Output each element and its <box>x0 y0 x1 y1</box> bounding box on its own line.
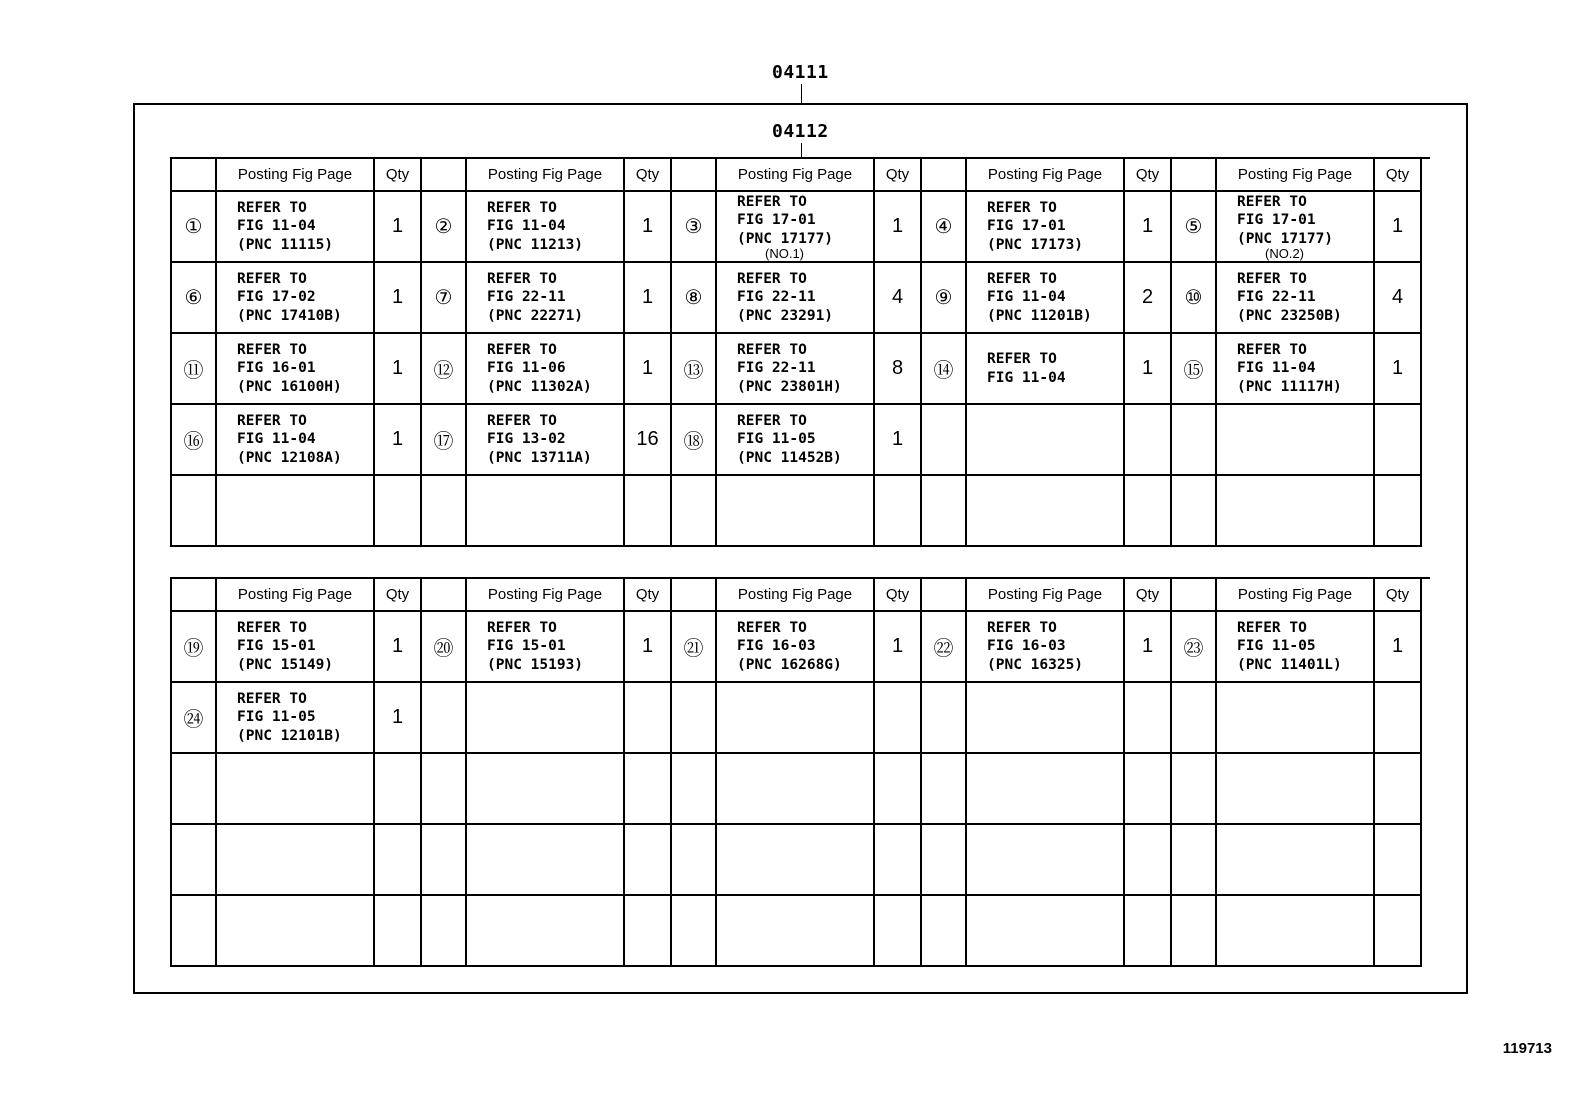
quantity-cell: 1 <box>375 263 422 334</box>
reference-text <box>237 690 342 746</box>
reference-line: (PNC 17173) <box>987 236 1084 253</box>
quantity-cell <box>375 754 422 825</box>
posting-reference-cell <box>467 192 625 263</box>
item-number: ⑫ <box>422 334 467 405</box>
quantity-cell <box>1375 896 1422 967</box>
quantity-cell: 1 <box>375 612 422 683</box>
reference-line: REFER TO <box>237 341 307 358</box>
reference-note: (NO.1) <box>765 246 804 262</box>
posting-reference-cell <box>467 405 625 476</box>
posting-reference-cell <box>967 263 1125 334</box>
quantity-cell <box>625 683 672 754</box>
posting-reference-cell <box>467 825 625 896</box>
posting-reference-cell <box>1217 896 1375 967</box>
quantity-cell: 2 <box>1125 263 1172 334</box>
header-posting-fig-page: Posting Fig Page <box>717 159 875 192</box>
reference-line: REFER TO <box>1237 341 1307 358</box>
posting-reference-cell <box>717 754 875 825</box>
quantity-cell <box>1125 405 1172 476</box>
reference-line: FIG 11-05 <box>737 431 816 448</box>
header-number-cell <box>422 159 467 192</box>
reference-line: (PNC 23291) <box>737 307 834 324</box>
quantity-cell: 1 <box>875 405 922 476</box>
reference-line: (PNC 23250B) <box>1237 307 1342 324</box>
header-posting-fig-page: Posting Fig Page <box>217 579 375 612</box>
item-number <box>922 476 967 547</box>
reference-text <box>987 350 1066 387</box>
quantity-cell <box>1125 683 1172 754</box>
reference-line: (PNC 11201B) <box>987 307 1092 324</box>
quantity-cell <box>875 896 922 967</box>
reference-line: FIG 15-01 <box>237 638 316 655</box>
item-number: ⑨ <box>922 263 967 334</box>
reference-line: (PNC 11117H) <box>1237 378 1342 395</box>
item-number <box>922 683 967 754</box>
reference-text <box>737 270 833 326</box>
quantity-cell <box>875 683 922 754</box>
item-number: ㉒ <box>922 612 967 683</box>
reference-line: FIG 17-02 <box>237 289 316 306</box>
reference-line: (PNC 15149) <box>237 656 334 673</box>
item-number <box>1172 754 1217 825</box>
header-qty: Qty <box>625 159 672 192</box>
item-number <box>172 825 217 896</box>
header-posting-fig-page: Posting Fig Page <box>217 159 375 192</box>
item-number <box>922 405 967 476</box>
item-number <box>922 896 967 967</box>
item-number: ㉑ <box>672 612 717 683</box>
quantity-cell <box>1125 754 1172 825</box>
reference-line: REFER TO <box>487 341 557 358</box>
posting-reference-cell <box>217 612 375 683</box>
quantity-cell: 1 <box>375 192 422 263</box>
posting-reference-cell <box>217 334 375 405</box>
item-number: ㉓ <box>1172 612 1217 683</box>
quantity-cell: 1 <box>625 263 672 334</box>
quantity-cell <box>1375 754 1422 825</box>
item-number <box>672 825 717 896</box>
reference-text <box>737 619 842 675</box>
subassembly-code-label: 04112 <box>772 121 829 142</box>
reference-line: (PNC 17177) <box>737 230 834 247</box>
item-number: ① <box>172 192 217 263</box>
posting-reference-cell <box>217 896 375 967</box>
reference-line: (PNC 11213) <box>487 236 584 253</box>
header-number-cell <box>1172 159 1217 192</box>
item-number: ⑲ <box>172 612 217 683</box>
reference-line: FIG 11-04 <box>987 369 1066 386</box>
item-number <box>422 683 467 754</box>
quantity-cell <box>1125 476 1172 547</box>
item-number <box>1172 825 1217 896</box>
posting-reference-cell <box>967 754 1125 825</box>
reference-line: REFER TO <box>737 412 807 429</box>
item-number <box>422 896 467 967</box>
item-number: ⑦ <box>422 263 467 334</box>
reference-line: REFER TO <box>1237 193 1307 210</box>
reference-line: (PNC 13711A) <box>487 449 592 466</box>
reference-text <box>487 619 583 675</box>
item-number <box>172 754 217 825</box>
posting-reference-cell <box>1217 825 1375 896</box>
posting-reference-cell <box>467 896 625 967</box>
posting-reference-cell <box>717 476 875 547</box>
posting-reference-cell <box>467 334 625 405</box>
posting-reference-cell <box>967 192 1125 263</box>
item-number: ⑪ <box>172 334 217 405</box>
reference-text <box>737 341 842 397</box>
reference-line: FIG 16-01 <box>237 360 316 377</box>
quantity-cell <box>625 476 672 547</box>
reference-line: REFER TO <box>237 199 307 216</box>
quantity-cell <box>875 825 922 896</box>
reference-line: FIG 15-01 <box>487 638 566 655</box>
posting-reference-cell <box>717 405 875 476</box>
posting-reference-cell <box>467 683 625 754</box>
header-number-cell <box>172 159 217 192</box>
item-number <box>172 896 217 967</box>
reference-line: (PNC 16100H) <box>237 378 342 395</box>
item-number <box>172 476 217 547</box>
reference-line: REFER TO <box>487 270 557 287</box>
item-number: ⑧ <box>672 263 717 334</box>
posting-reference-cell <box>967 825 1125 896</box>
reference-text <box>737 193 833 261</box>
posting-reference-cell <box>1217 754 1375 825</box>
item-number <box>422 754 467 825</box>
reference-line: FIG 17-01 <box>987 218 1066 235</box>
header-qty: Qty <box>875 159 922 192</box>
item-number: ⑮ <box>1172 334 1217 405</box>
reference-line: FIG 11-05 <box>1237 638 1316 655</box>
quantity-cell <box>1375 405 1422 476</box>
reference-line: (PNC 22271) <box>487 307 584 324</box>
reference-line: REFER TO <box>237 412 307 429</box>
item-number <box>422 825 467 896</box>
reference-line: FIG 11-05 <box>237 709 316 726</box>
posting-reference-cell <box>967 405 1125 476</box>
header-number-cell <box>922 579 967 612</box>
reference-text <box>1237 193 1333 261</box>
item-number <box>672 683 717 754</box>
reference-line: FIG 22-11 <box>487 289 566 306</box>
reference-line: REFER TO <box>987 351 1057 367</box>
reference-line: (PNC 17177) <box>1237 230 1334 247</box>
item-number <box>1172 683 1217 754</box>
reference-line: REFER TO <box>987 619 1057 636</box>
reference-text <box>487 341 592 397</box>
reference-line: REFER TO <box>487 619 557 636</box>
item-number: ⑱ <box>672 405 717 476</box>
header-qty: Qty <box>375 159 422 192</box>
item-number: ⑭ <box>922 334 967 405</box>
header-posting-fig-page: Posting Fig Page <box>1217 579 1375 612</box>
reference-text <box>237 412 342 468</box>
posting-reference-cell <box>217 476 375 547</box>
header-qty: Qty <box>1125 579 1172 612</box>
quantity-cell: 1 <box>625 192 672 263</box>
quantity-cell: 1 <box>875 192 922 263</box>
quantity-cell <box>875 476 922 547</box>
reference-line: (PNC 11115) <box>237 236 334 253</box>
reference-line: FIG 11-04 <box>237 218 316 235</box>
item-number <box>672 754 717 825</box>
posting-reference-cell <box>217 754 375 825</box>
quantity-cell: 4 <box>1375 263 1422 334</box>
posting-reference-cell <box>717 334 875 405</box>
posting-reference-cell <box>217 263 375 334</box>
posting-table-upper <box>170 157 1430 547</box>
quantity-cell <box>1375 476 1422 547</box>
reference-line: (PNC 17410B) <box>237 307 342 324</box>
reference-line: REFER TO <box>237 270 307 287</box>
quantity-cell: 1 <box>375 683 422 754</box>
quantity-cell <box>625 754 672 825</box>
reference-line: FIG 13-02 <box>487 431 566 448</box>
posting-reference-cell <box>217 192 375 263</box>
posting-reference-cell <box>717 263 875 334</box>
quantity-cell: 1 <box>1125 612 1172 683</box>
reference-text <box>237 341 342 397</box>
quantity-cell: 1 <box>375 334 422 405</box>
header-number-cell <box>672 159 717 192</box>
reference-line: FIG 11-04 <box>1237 360 1316 377</box>
header-qty: Qty <box>1375 579 1422 612</box>
reference-text <box>987 619 1083 675</box>
posting-reference-cell <box>717 683 875 754</box>
reference-line: REFER TO <box>237 619 307 636</box>
header-posting-fig-page: Posting Fig Page <box>467 159 625 192</box>
posting-reference-cell <box>967 896 1125 967</box>
header-number-cell <box>172 579 217 612</box>
item-number: ② <box>422 192 467 263</box>
quantity-cell: 1 <box>1375 612 1422 683</box>
posting-reference-cell <box>967 612 1125 683</box>
reference-text <box>487 199 583 255</box>
assembly-code-label: 04111 <box>772 62 829 83</box>
posting-reference-cell <box>1217 476 1375 547</box>
reference-text <box>987 199 1083 255</box>
posting-reference-cell <box>217 405 375 476</box>
quantity-cell <box>375 896 422 967</box>
quantity-cell: 1 <box>625 612 672 683</box>
header-qty: Qty <box>1125 159 1172 192</box>
quantity-cell: 1 <box>875 612 922 683</box>
reference-line: (PNC 23801H) <box>737 378 842 395</box>
item-number <box>672 896 717 967</box>
header-number-cell <box>1172 579 1217 612</box>
header-posting-fig-page: Posting Fig Page <box>1217 159 1375 192</box>
posting-table-lower <box>170 577 1430 967</box>
header-number-cell <box>672 579 717 612</box>
reference-line: FIG 17-01 <box>1237 212 1316 229</box>
reference-line: REFER TO <box>737 270 807 287</box>
quantity-cell <box>625 825 672 896</box>
reference-line: (PNC 12108A) <box>237 449 342 466</box>
item-number: ⑤ <box>1172 192 1217 263</box>
reference-line: FIG 11-04 <box>237 431 316 448</box>
item-number <box>422 476 467 547</box>
reference-line: REFER TO <box>237 690 307 707</box>
reference-line: (PNC 16268G) <box>737 656 842 673</box>
posting-reference-cell <box>467 754 625 825</box>
reference-line: REFER TO <box>737 193 807 210</box>
reference-line: FIG 17-01 <box>737 212 816 229</box>
reference-text <box>487 270 583 326</box>
reference-line: FIG 16-03 <box>737 638 816 655</box>
subassembly-leader-line <box>801 143 802 158</box>
posting-reference-cell <box>1217 683 1375 754</box>
reference-line: REFER TO <box>1237 619 1307 636</box>
quantity-cell <box>625 896 672 967</box>
item-number: ⑥ <box>172 263 217 334</box>
quantity-cell <box>1125 825 1172 896</box>
header-number-cell <box>922 159 967 192</box>
posting-reference-cell <box>1217 334 1375 405</box>
header-qty: Qty <box>1375 159 1422 192</box>
quantity-cell <box>875 754 922 825</box>
item-number <box>672 476 717 547</box>
quantity-cell: 1 <box>1375 334 1422 405</box>
header-number-cell <box>422 579 467 612</box>
reference-line: FIG 11-04 <box>487 218 566 235</box>
posting-reference-cell <box>1217 612 1375 683</box>
header-qty: Qty <box>375 579 422 612</box>
reference-line: (PNC 11302A) <box>487 378 592 395</box>
reference-line: REFER TO <box>987 199 1057 216</box>
reference-line: (PNC 11452B) <box>737 449 842 466</box>
item-number: ⑳ <box>422 612 467 683</box>
reference-line: FIG 22-11 <box>1237 289 1316 306</box>
quantity-cell <box>375 825 422 896</box>
quantity-cell: 4 <box>875 263 922 334</box>
item-number: ⑩ <box>1172 263 1217 334</box>
quantity-cell: 1 <box>1375 192 1422 263</box>
header-posting-fig-page: Posting Fig Page <box>467 579 625 612</box>
item-number: ⑬ <box>672 334 717 405</box>
item-number <box>1172 896 1217 967</box>
posting-reference-cell <box>967 476 1125 547</box>
reference-text <box>737 412 842 468</box>
reference-line: FIG 22-11 <box>737 289 816 306</box>
item-number: ⑰ <box>422 405 467 476</box>
posting-reference-cell <box>967 334 1125 405</box>
posting-reference-cell <box>717 825 875 896</box>
quantity-cell <box>375 476 422 547</box>
posting-reference-cell <box>1217 405 1375 476</box>
item-number <box>922 825 967 896</box>
reference-text <box>1237 270 1342 326</box>
posting-reference-cell <box>217 825 375 896</box>
reference-text <box>487 412 592 468</box>
reference-line: REFER TO <box>987 270 1057 287</box>
quantity-cell <box>1125 896 1172 967</box>
header-posting-fig-page: Posting Fig Page <box>717 579 875 612</box>
item-number <box>1172 476 1217 547</box>
posting-reference-cell <box>1217 263 1375 334</box>
reference-text <box>1237 619 1342 675</box>
header-qty: Qty <box>875 579 922 612</box>
reference-line: (PNC 12101B) <box>237 727 342 744</box>
assembly-leader-line <box>801 84 802 103</box>
quantity-cell: 8 <box>875 334 922 405</box>
item-number: ㉔ <box>172 683 217 754</box>
header-qty: Qty <box>625 579 672 612</box>
reference-line: (PNC 11401L) <box>1237 656 1342 673</box>
quantity-cell: 16 <box>625 405 672 476</box>
quantity-cell: 1 <box>1125 334 1172 405</box>
posting-reference-cell <box>1217 192 1375 263</box>
posting-reference-cell <box>717 896 875 967</box>
reference-line: FIG 11-04 <box>987 289 1066 306</box>
reference-line: REFER TO <box>737 619 807 636</box>
illustration-id: 119713 <box>1502 1040 1552 1057</box>
posting-reference-cell <box>717 612 875 683</box>
item-number: ③ <box>672 192 717 263</box>
reference-line: FIG 11-06 <box>487 360 566 377</box>
posting-reference-cell <box>217 683 375 754</box>
reference-line: FIG 22-11 <box>737 360 816 377</box>
quantity-cell: 1 <box>625 334 672 405</box>
posting-reference-cell <box>717 192 875 263</box>
reference-line: REFER TO <box>487 412 557 429</box>
posting-reference-cell <box>467 476 625 547</box>
reference-text <box>1237 341 1342 397</box>
reference-line: (PNC 16325) <box>987 656 1084 673</box>
reference-text <box>237 199 333 255</box>
posting-reference-cell <box>467 263 625 334</box>
item-number <box>1172 405 1217 476</box>
item-number: ⑯ <box>172 405 217 476</box>
quantity-cell: 1 <box>375 405 422 476</box>
header-posting-fig-page: Posting Fig Page <box>967 579 1125 612</box>
quantity-cell <box>1375 683 1422 754</box>
reference-text <box>237 619 333 675</box>
reference-note: (NO.2) <box>1265 246 1304 262</box>
quantity-cell <box>1375 825 1422 896</box>
quantity-cell: 1 <box>1125 192 1172 263</box>
reference-line: REFER TO <box>1237 270 1307 287</box>
posting-reference-cell <box>467 612 625 683</box>
reference-line: REFER TO <box>487 199 557 216</box>
reference-line: REFER TO <box>737 341 807 358</box>
reference-text <box>987 270 1092 326</box>
item-number: ④ <box>922 192 967 263</box>
header-posting-fig-page: Posting Fig Page <box>967 159 1125 192</box>
reference-text <box>237 270 342 326</box>
item-number <box>922 754 967 825</box>
reference-line: (PNC 15193) <box>487 656 584 673</box>
posting-reference-cell <box>967 683 1125 754</box>
reference-line: FIG 16-03 <box>987 638 1066 655</box>
